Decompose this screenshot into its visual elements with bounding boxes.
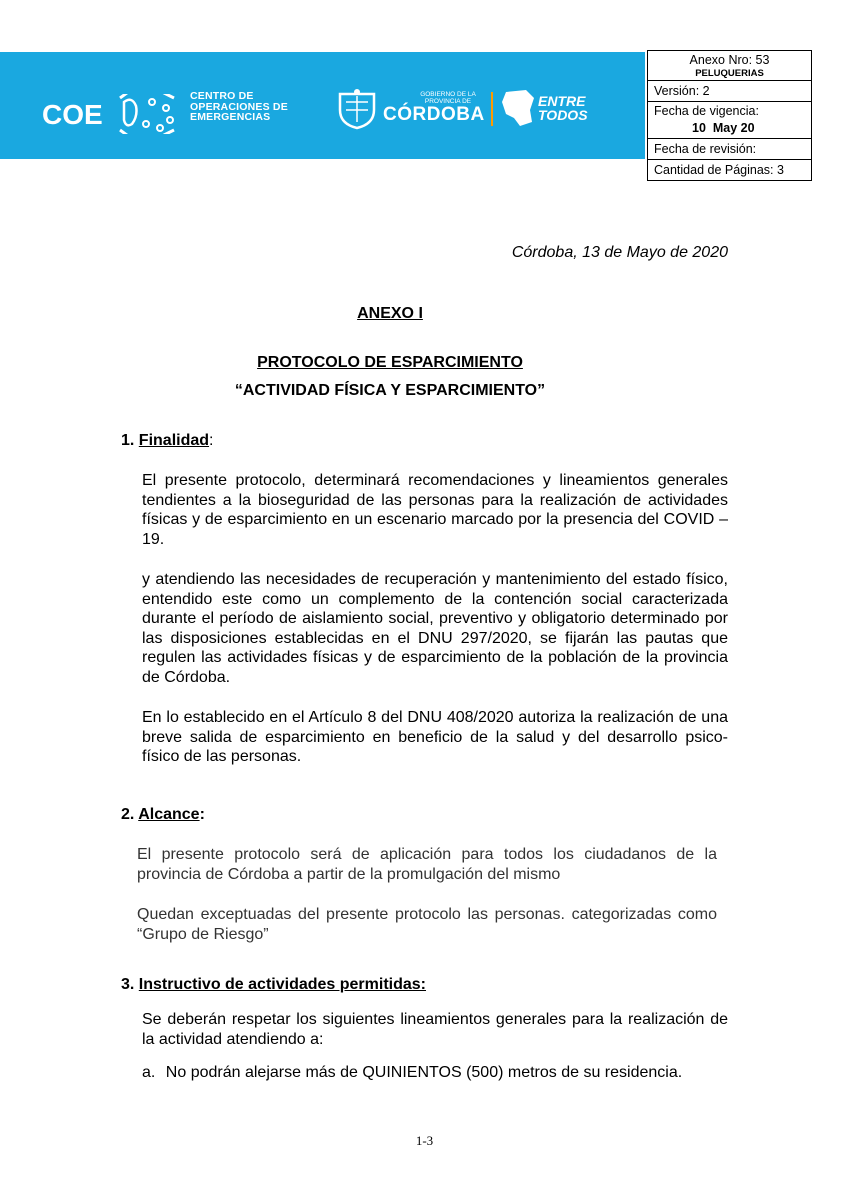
info-paginas: Cantidad de Páginas: 3 <box>654 163 784 177</box>
section-2-heading <box>121 805 205 825</box>
section-2-number: 2. <box>121 806 135 823</box>
coe-logo-icon <box>42 94 182 134</box>
protocol-subtitle: “ACTIVIDAD FÍSICA Y ESPARCIMIENTO” <box>234 382 546 399</box>
section-1-paragraph-1: El presente protocolo, determinará recomendaciones y lineamientos generales tendientes a la bioseguridad de las personas para la realización de actividades físicas y de esparcimiento en un escenario marcado por la presencia del COVID – 19. <box>142 472 728 548</box>
info-rubro: PELUQUERIAS <box>695 68 764 79</box>
section-2-paragraph-1: El presente protocolo será de aplicación para todos los ciudadanos de la provincia de Córdoba a partir de la promulgación del mismo <box>137 846 717 883</box>
section-3-item-a <box>142 1063 742 1083</box>
info-vigencia-label: Fecha de vigencia: <box>654 104 759 118</box>
section-2-colon: : <box>199 806 205 823</box>
entre-line-2: TODOS <box>538 107 588 123</box>
info-revision: Fecha de revisión: <box>648 139 811 160</box>
section-1-heading <box>121 431 213 451</box>
document-info-table <box>647 50 812 181</box>
info-anexo-row <box>648 51 811 81</box>
logo-separator <box>491 92 493 126</box>
section-1-number: 1. <box>121 432 135 449</box>
info-version: Versión: 2 <box>648 81 811 102</box>
section-1-colon: : <box>209 432 214 449</box>
section-3-number: 3. <box>121 976 135 993</box>
cordoba-shield-icon <box>336 88 378 130</box>
gob-small-line-2: PROVINCIA DE <box>424 98 472 105</box>
protocol-title: PROTOCOLO DE ESPARCIMIENTO <box>257 354 523 371</box>
coe-name-line-2: OPERACIONES DE <box>190 100 288 113</box>
coe-name-line-1: CENTRO DE <box>190 90 254 102</box>
place-date: Córdoba, 13 de Mayo de 2020 <box>511 244 728 261</box>
section-3-paragraph-1: Se deberán respetar los siguientes lineamientos generales para la realización de la actividad atendiendo a: <box>142 1011 728 1048</box>
section-3-heading <box>121 975 426 995</box>
section-2-title: Alcance <box>138 806 200 823</box>
cordoba-map-icon <box>500 88 538 128</box>
section-3-title: Instructivo de actividades permitidas: <box>138 976 426 993</box>
info-vigencia-row <box>648 102 811 139</box>
entre-todos-text <box>538 94 588 122</box>
section-1-paragraph-2: y atendiendo las necesidades de recuperación y mantenimiento del estado físico, entendido este como un complemento de la contención social caracterizada durante el período de aislamiento social, preventivo y obligatorio determinado por las disposiciones establecidas en el DNU 297/2020, se fijarán las pautas que regulen las actividades físicas y de esparcimiento de la población de la provincia de Córdoba. <box>142 571 728 686</box>
page-number: 1-3 <box>415 1133 434 1148</box>
section-2-paragraph-2: Quedan exceptuadas del presente protocolo las personas. categorizadas como “Grupo de Riesgo” <box>137 906 717 943</box>
coe-logo-text: COE <box>42 99 103 130</box>
gob-small-line-1: GOBIERNO DE LA <box>420 91 476 98</box>
gob-small-text <box>413 91 483 105</box>
info-vigencia-value: 10 May 20 <box>692 121 755 135</box>
info-anexo: Anexo Nro: 53 <box>689 53 770 67</box>
section-1-paragraph-3: En lo establecido en el Artículo 8 del DNU 408/2020 autoriza la realización de una breve salida de esparcimiento en beneficio de la salud y del desarrollo psico- físico de las personas. <box>142 709 728 765</box>
anexo-title: ANEXO I <box>357 305 423 322</box>
gob-cordoba-text: CÓRDOBA <box>383 104 485 125</box>
entre-line-1: ENTRE <box>538 93 586 109</box>
item-a-marker: a. <box>142 1064 156 1081</box>
coe-name-line-3: EMERGENCIAS <box>190 111 271 123</box>
coe-name <box>190 91 288 123</box>
item-a-text: No podrán alejarse más de QUINIENTOS (500) metros de su residencia. <box>165 1064 683 1081</box>
section-1-title: Finalidad <box>138 432 210 449</box>
